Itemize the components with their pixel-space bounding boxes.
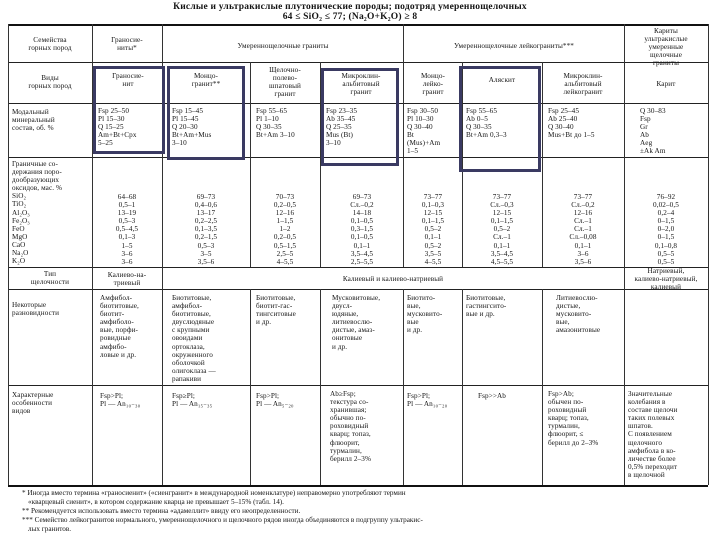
features-label: Характерные особенности видов: [12, 391, 54, 416]
modal-cell-1: Fsp 25–50 Pl 15–30 Q 15–25 Am+Bt+Cpx 5–25: [98, 107, 137, 148]
oxides-cell-6: 73–77 Сл.–0,3 12–15 0,1–1,5 0,5–2 Сл.–1 0,1–1 3,5–4,5 4,5–5,5: [490, 193, 514, 266]
modal-cell-8: Q 30–83 Fsp Gr Ab Aeg ±Ak Am: [640, 107, 666, 156]
modal-label: Модальный минеральный состав, об. %: [12, 108, 55, 133]
species-shchelochno-polevoshpatovy: Щелочно- полево- шпатовый гранит: [269, 66, 301, 99]
footnote-3b: лых гранитов.: [28, 525, 72, 533]
header-um-granity: Умереннощелочные граниты: [237, 42, 329, 50]
row-divider-alkalinity: [8, 289, 708, 290]
table-title: [130, 2, 570, 22]
varieties-cell-6: Биотитовые, гастингсито- вые и др.: [466, 294, 507, 319]
features-cell-5: Fsp>Pl; Pl — An₁₀₋₂₀: [407, 392, 448, 409]
modal-cell-6: Fsp 55–65 Ab 0–5 Q 30–35 Bt+Am 0,3–3: [466, 107, 507, 140]
modal-cell-5: Fsp 30–50 Pl 10–30 Q 30–40 Bt (Mus)+Am 1–5: [407, 107, 441, 156]
features-cell-3: Fsp>Pl; Pl — An₅₋₂₀: [256, 392, 294, 409]
col-divider-5b: [403, 289, 404, 485]
varieties-cell-5: Биотито- вые, мусковито- вые и др.: [407, 294, 443, 335]
oxides-cell-8: 76–92 0,02–0,5 0,2–4 0–1,5 0–2,0 0–1,5 0,1–0,8 0,5–5 0,5–5: [653, 193, 679, 266]
features-cell-8: Значительные колебания в составе щелочи таких полевых шпатов. С появлением щелочного амфибола в ко- личестве более 0,5% переходит в щелочной: [628, 390, 678, 479]
features-cell-7: Fsp>Ab; обычен по- роховидный кварц; топаз, турмалин, флюорит, ≤ берилл до 2–3%: [548, 390, 599, 447]
table-title-line2: 64 ≤ SiO₂ ≤ 77; (Na₂O+K₂O) ≥ 8: [282, 12, 418, 22]
features-cell-2: Fsp≥Pl; Pl — An₁₅₋₃₅: [172, 392, 213, 409]
oxides-cell-3: 70–73 0,2–0,5 12–16 1–1,5 1–2 0,2–0,5 0,5–1,5 2,5–5 4–5,5: [273, 193, 297, 266]
header-semeistva: Семейства горных пород: [28, 36, 72, 53]
varieties-label: Некоторые разновидности: [12, 301, 60, 318]
footnote-1: * Иногда вместо термина «граносиенит» («сиенгранит» в международной номенклатуре) неправомерно употребляют термин: [22, 489, 406, 497]
col-divider-3b: [250, 289, 251, 485]
row-divider-oxides: [8, 267, 708, 268]
oxides-cell-7: 73–77 Сл.–0,2 12–16 Сл.–1 Сл.–1 Сл.–0,08 0,1–1 3–6 3,5–6: [569, 193, 597, 266]
oxides-cell-5: 73–77 0,1–0,3 12–15 0,1–1,5 0,5–2 0,1–1 0,5–2 3,5–5 4–5,5: [421, 193, 445, 266]
alkalinity-label: Тип щелочности: [30, 270, 70, 287]
header-karity: Кариты ультракислые умеренные щелочные граниты: [644, 27, 688, 68]
footnote-2: ** Рекомендуется использовать вместо термина «адамеллит» ввиду его неопределенности.: [22, 507, 301, 515]
varieties-cell-7: Литиевослю- дистые, мусковито- вые, амазонитовые: [556, 294, 601, 335]
row-divider-header: [8, 62, 708, 63]
oxides-cell-4: 69–73 Сл.–0,2 14–18 0,1–0,5 0,3–1,5 0,1–0,5 0,1–1 3,5–4,5 2,5–5,5: [350, 193, 374, 266]
modal-cell-7: Fsp 25–45 Ab 25–40 Q 30–40 Mus+Bt до 1–5: [548, 107, 595, 140]
col-divider-6b: [462, 289, 463, 485]
modal-cell-4: Fsp 23–35 Ab 35–45 Q 25–35 Mus (Bt) 3–10: [326, 107, 358, 148]
species-mikroklin-albitovy: Микроклин- альбитовый гранит: [341, 72, 381, 97]
row-divider-varieties: [8, 385, 708, 386]
modal-cell-3: Fsp 55–65 Pl 1–10 Q 30–35 Bt+Am 3–10: [256, 107, 295, 140]
species-karit: Карит: [656, 80, 676, 88]
footnote-3: *** Семейство лейкогранитов нормального, умереннощелочного и щелочного рядов иногда объединяются в подгруппу ультракис-: [22, 516, 423, 524]
footnote-1b: «кварцевый сиенит», в котором содержание кварца не превышает 5–15% (табл. 14).: [28, 498, 284, 506]
modal-cell-2: Fsp 15–45 Pl 15–45 Q 20–30 Bt+Am+Mus 3–10: [172, 107, 212, 148]
varieties-cell-2: Биотитовые, амфибол- биотитовые, двуслюдяные с крупными овоидами ортоклаза, окруженного оболочкой олигоклаза — рапакиви: [172, 294, 216, 383]
oxides-label: Граничные со- держания поро- дообразующих оксидов, мас. % SiO₂ TiO₂ Al₂O₃ Fe₂O₃ FeO MgO CaO Na₂O K₂O: [12, 160, 63, 266]
alkalinity-natrievy: Натриевый, калиево-натриевый, калиевый: [634, 267, 698, 292]
oxides-cell-2: 69–73 0,4–0,6 13–17 0,2–2,5 0,1–3,5 0,2–1,5 0,5–3 3–5 3,5–6: [194, 193, 218, 266]
table-bottom-rule: [8, 485, 708, 487]
col-divider-right: [708, 24, 709, 485]
col-divider-8: [624, 24, 625, 485]
header-vidy: Виды горных пород: [28, 74, 72, 91]
features-cell-4: Ab≥Fsp; текстура со- хранившая; обычно по- роховидный кварц; топаз, флюорит, турмалин, берилл 2–3%: [330, 390, 372, 463]
species-monzoleikogranit: Монцо- лейко- гранит: [420, 72, 446, 97]
alkalinity-kalievy: Калиевый и калиево-натриевый: [342, 275, 444, 283]
col-divider-4b: [320, 289, 321, 485]
oxides-cell-1: 64–68 0,5–1 13–19 0,5–3 0,5–4,5 0,1–3 1–5 3–6 3–6: [115, 193, 139, 266]
col-divider-3a: [250, 62, 251, 267]
varieties-cell-4: Мусковитовые, двусл- юдяные, литиевослю- дистые, амаз- онитовые и др.: [332, 294, 381, 351]
features-cell-1: Fsp>Pl; Pl — An₁₀₋₃₀: [100, 392, 141, 409]
col-divider-5a: [403, 24, 404, 267]
species-monzogranit: Монцо- гранит**: [191, 72, 221, 89]
species-alaskit: Аляскит: [488, 76, 516, 84]
table-title-line1: Кислые и ультракислые плутонические породы; подотряд умереннощелочных: [173, 2, 527, 12]
col-divider-7b: [542, 289, 543, 485]
varieties-cell-1: Амфибол- биотитовые, биотит- амфиболо- вые, порфи- ровидные амфибо- ловые и др.: [100, 294, 139, 359]
alkalinity-kalievo-natrievy: Калиево-на- триевый: [107, 271, 147, 288]
features-cell-6: Fsp>>Ab: [478, 392, 506, 400]
table-top-rule: [8, 24, 708, 26]
header-granosienity: Граносие- ниты*: [111, 36, 143, 53]
varieties-cell-3: Биотитовые, биотит-гас- тингситовые и др.: [256, 294, 296, 327]
header-um-leikogranity: Умереннощелочные лейкограниты***: [454, 42, 574, 50]
col-divider-7a: [542, 62, 543, 267]
species-granosienit: Граносие- нит: [112, 72, 144, 89]
col-divider-left: [8, 24, 9, 485]
species-mikroklin-leikogranit: Микроклин- альбитовый лейкогранит: [563, 72, 603, 97]
